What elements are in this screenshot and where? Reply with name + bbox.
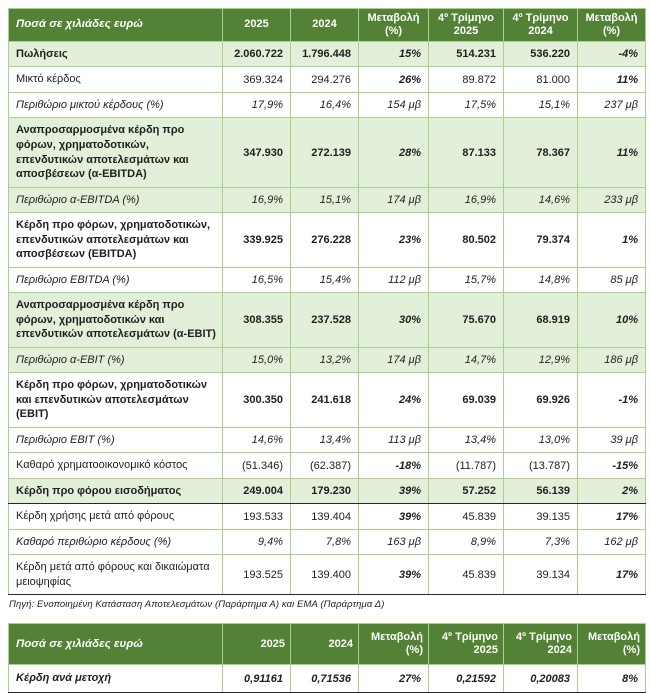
cell-q4-2024: 39.135 [504, 504, 578, 530]
cell-change-pct: 163 μβ [359, 529, 429, 555]
row-label: Μικτό κέρδος [9, 67, 223, 93]
cell-2024: 15,4% [291, 267, 359, 293]
col-header-2025: 2025 [223, 624, 291, 665]
cell-2025: 15,0% [223, 347, 291, 373]
cell-change-pct: 174 μβ [359, 347, 429, 373]
cell-q4-2024: 79.374 [504, 213, 578, 268]
header-row [9, 9, 646, 42]
cell-q4-change-pct: 1% [578, 213, 646, 268]
cell-2025: 339.925 [223, 213, 291, 268]
cell-q4-2025: 75.670 [429, 293, 504, 348]
table-row [9, 427, 646, 453]
table-row [9, 67, 646, 93]
cell-q4-change-pct: -4% [578, 41, 646, 67]
cell-2024: 276.228 [291, 213, 359, 268]
cell-q4-2025: 0,21592 [429, 665, 504, 693]
header-row [9, 624, 646, 665]
cell-q4-2024: 15,1% [504, 92, 578, 118]
cell-q4-2025: (11.787) [429, 453, 504, 479]
cell-2024: 0,71536 [291, 665, 359, 693]
row-label: Καθαρό περιθώριο κέρδους (%) [9, 529, 223, 555]
cell-q4-2025: 80.502 [429, 213, 504, 268]
col-header-change-pct: Μεταβολή (%) [359, 624, 429, 665]
cell-q4-change-pct: 17% [578, 555, 646, 595]
source-note: Πηγή: Ενοποιημένη Κατάσταση Αποτελεσμάτων (Παράρτημα Α) και ΕΜΑ (Παράρτημα Δ) [9, 599, 385, 611]
row-label: Καθαρό χρηματοοικονομικό κόστος [9, 453, 223, 479]
col-header-2024: 2024 [291, 624, 359, 665]
cell-q4-2025: 514.231 [429, 41, 504, 67]
cell-q4-change-pct: 10% [578, 293, 646, 348]
col-header-q4-change-pct: Μεταβολή (%) [578, 9, 646, 42]
row-label: Περιθώριο EBIT (%) [9, 427, 223, 453]
cell-q4-change-pct: 11% [578, 118, 646, 187]
table-row [9, 92, 646, 118]
row-label: Κέρδη προ φόρων, χρηματοδοτικών, επενδυτικών αποτελεσμάτων και αποσβέσεων (EBITDA) [9, 213, 223, 268]
cell-q4-change-pct: 233 μβ [578, 187, 646, 213]
cell-q4-2024: 81.000 [504, 67, 578, 93]
row-label: Κέρδη χρήσης μετά από φόρους [9, 504, 223, 530]
cell-change-pct: 23% [359, 213, 429, 268]
cell-2025: 193.525 [223, 555, 291, 595]
row-label: Περιθώριο α-EBITDA (%) [9, 187, 223, 213]
cell-2025: 17,9% [223, 92, 291, 118]
cell-2025: 369.324 [223, 67, 291, 93]
cell-2025: 0,91161 [223, 665, 291, 693]
col-header-q4-2025: 4º Τρίμηνο 2025 [429, 624, 504, 665]
cell-change-pct: 26% [359, 67, 429, 93]
cell-2024: 294.276 [291, 67, 359, 93]
cell-change-pct: 39% [359, 504, 429, 530]
cell-q4-2024: 536.220 [504, 41, 578, 67]
cell-2024: 179.230 [291, 478, 359, 504]
cell-change-pct: 39% [359, 555, 429, 595]
table-row [9, 453, 646, 479]
cell-change-pct: 28% [359, 118, 429, 187]
cell-q4-change-pct: 17% [578, 504, 646, 530]
row-label: Κέρδη ανά μετοχή [9, 665, 223, 693]
cell-2025: 2.060.722 [223, 41, 291, 67]
row-label: Αναπροσαρμοσμένα κέρδη προ φόρων, χρηματοδοτικών, επενδυτικών αποτελεσμάτων και αποσβέσεων (α-EBITDA) [9, 118, 223, 187]
cell-change-pct: 39% [359, 478, 429, 504]
cell-change-pct: 24% [359, 373, 429, 428]
cell-change-pct: 15% [359, 41, 429, 67]
cell-q4-2025: 13,4% [429, 427, 504, 453]
table-row [9, 478, 646, 504]
cell-q4-change-pct: 8% [578, 665, 646, 693]
cell-2024: 139.404 [291, 504, 359, 530]
cell-q4-2025: 87.133 [429, 118, 504, 187]
cell-2024: 237.528 [291, 293, 359, 348]
table-row [9, 555, 646, 595]
cell-q4-2024: 12,9% [504, 347, 578, 373]
cell-2024: 15,1% [291, 187, 359, 213]
cell-q4-2025: 15,7% [429, 267, 504, 293]
cell-q4-2025: 14,7% [429, 347, 504, 373]
cell-q4-change-pct: -1% [578, 373, 646, 428]
table-title: Ποσά σε χιλιάδες ευρώ [9, 9, 223, 42]
cell-2025: 249.004 [223, 478, 291, 504]
cell-change-pct: 113 μβ [359, 427, 429, 453]
cell-q4-2024: 78.367 [504, 118, 578, 187]
cell-2024: 139.400 [291, 555, 359, 595]
cell-2024: 272.139 [291, 118, 359, 187]
cell-change-pct: 154 μβ [359, 92, 429, 118]
cell-q4-change-pct: 162 μβ [578, 529, 646, 555]
cell-q4-2024: 56.139 [504, 478, 578, 504]
col-header-2025: 2025 [223, 9, 291, 42]
row-label: Περιθώριο μικτού κέρδους (%) [9, 92, 223, 118]
cell-change-pct: 112 μβ [359, 267, 429, 293]
row-label: Κέρδη προ φόρων, χρηματοδοτικών και επενδυτικών αποτελεσμάτων (EBIT) [9, 373, 223, 428]
cell-change-pct: 174 μβ [359, 187, 429, 213]
cell-change-pct: 27% [359, 665, 429, 693]
cell-2025: 16,9% [223, 187, 291, 213]
cell-2025: 308.355 [223, 293, 291, 348]
cell-q4-2025: 8,9% [429, 529, 504, 555]
cell-change-pct: 30% [359, 293, 429, 348]
table-row [9, 118, 646, 187]
cell-q4-2025: 45.839 [429, 504, 504, 530]
cell-q4-2025: 16,9% [429, 187, 504, 213]
cell-q4-change-pct: 237 μβ [578, 92, 646, 118]
cell-q4-change-pct: 186 μβ [578, 347, 646, 373]
cell-q4-change-pct: 39 μβ [578, 427, 646, 453]
cell-q4-change-pct: -15% [578, 453, 646, 479]
table-row [9, 267, 646, 293]
col-header-q4-change-pct: Μεταβολή (%) [578, 624, 646, 665]
cell-2024: 7,8% [291, 529, 359, 555]
table-row [9, 347, 646, 373]
row-label: Αναπροσαρμοσμένα κέρδη προ φόρων, χρηματοδοτικών και επενδυτικών αποτελεσμάτων (α-EBIT) [9, 293, 223, 348]
col-header-q4-2024: 4º Τρίμηνο 2024 [504, 9, 578, 42]
cell-q4-2025: 69.039 [429, 373, 504, 428]
cell-2024: 13,4% [291, 427, 359, 453]
cell-q4-change-pct: 85 μβ [578, 267, 646, 293]
cell-2024: 241.618 [291, 373, 359, 428]
col-header-change-pct: Μεταβολή (%) [359, 9, 429, 42]
table-row [9, 529, 646, 555]
row-label: Κέρδη μετά από φόρους και δικαιώματα μειοψηφίας [9, 555, 223, 595]
cell-2025: (51.346) [223, 453, 291, 479]
cell-q4-2024: 7,3% [504, 529, 578, 555]
results-table [8, 8, 646, 595]
cell-2025: 347.930 [223, 118, 291, 187]
cell-q4-2025: 57.252 [429, 478, 504, 504]
row-label: Πωλήσεις [9, 41, 223, 67]
table-row [9, 504, 646, 530]
col-header-q4-2024: 4º Τρίμηνο 2024 [504, 624, 578, 665]
table-row [9, 293, 646, 348]
cell-q4-2024: 14,8% [504, 267, 578, 293]
row-label: Περιθώριο α-EBIT (%) [9, 347, 223, 373]
cell-q4-change-pct: 2% [578, 478, 646, 504]
cell-2024: (62.387) [291, 453, 359, 479]
eps-table [8, 623, 646, 692]
row-label: Περιθώριο EBITDA (%) [9, 267, 223, 293]
table-row [9, 41, 646, 67]
cell-2025: 9,4% [223, 529, 291, 555]
cell-q4-2024: 39.134 [504, 555, 578, 595]
cell-q4-2024: (13.787) [504, 453, 578, 479]
cell-q4-2024: 0,20083 [504, 665, 578, 693]
col-header-2024: 2024 [291, 9, 359, 42]
cell-2025: 14,6% [223, 427, 291, 453]
cell-q4-2024: 68.919 [504, 293, 578, 348]
cell-q4-2025: 45.839 [429, 555, 504, 595]
table-title: Ποσά σε χιλιάδες ευρώ [9, 624, 223, 665]
cell-2024: 16,4% [291, 92, 359, 118]
table-row [9, 665, 646, 693]
cell-q4-2025: 89.872 [429, 67, 504, 93]
cell-2025: 300.350 [223, 373, 291, 428]
cell-change-pct: -18% [359, 453, 429, 479]
cell-q4-2025: 17,5% [429, 92, 504, 118]
cell-2025: 193.533 [223, 504, 291, 530]
cell-2024: 13,2% [291, 347, 359, 373]
table-row [9, 373, 646, 428]
cell-q4-2024: 14,6% [504, 187, 578, 213]
cell-q4-change-pct: 11% [578, 67, 646, 93]
cell-q4-2024: 69.926 [504, 373, 578, 428]
col-header-q4-2025: 4º Τρίμηνο 2025 [429, 9, 504, 42]
cell-q4-2024: 13,0% [504, 427, 578, 453]
row-label: Κέρδη προ φόρου εισοδήματος [9, 478, 223, 504]
table-row [9, 213, 646, 268]
cell-2025: 16,5% [223, 267, 291, 293]
table-row [9, 187, 646, 213]
cell-2024: 1.796.448 [291, 41, 359, 67]
